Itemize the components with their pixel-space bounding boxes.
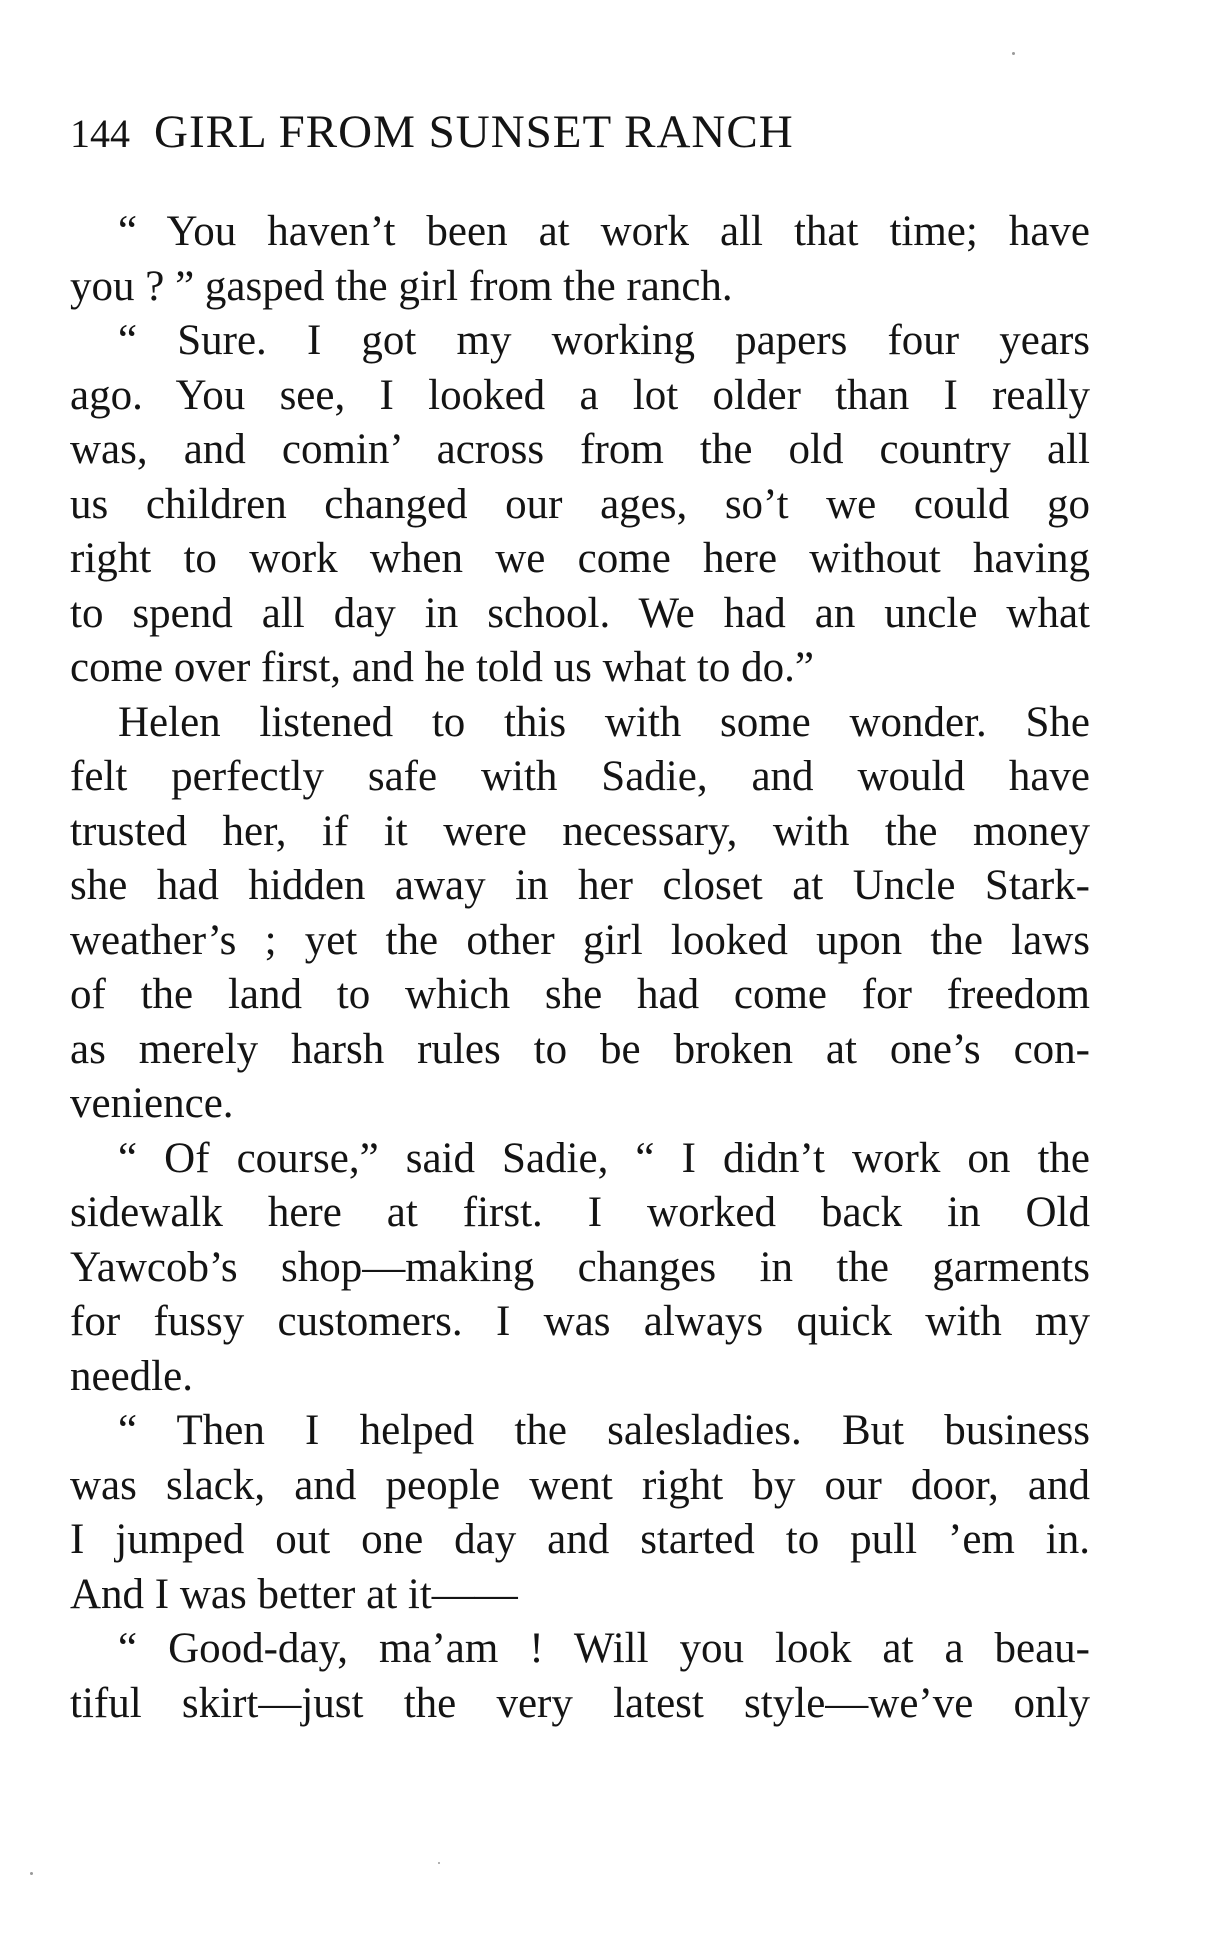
text-line: tiful skirt—just the very latest style—we’ve only bbox=[70, 1679, 1090, 1727]
running-head bbox=[70, 100, 1090, 164]
text-line: you ? ” gasped the girl from the ranch. bbox=[70, 262, 733, 310]
text-line: was slack, and people went right by our door, and bbox=[70, 1461, 1090, 1509]
text-line: ago. You see, I looked a lot older than I really bbox=[70, 371, 1090, 419]
text-line: Helen listened to this with some wonder. She bbox=[118, 698, 1090, 746]
paper-speck bbox=[438, 1862, 440, 1864]
text-line: “ You haven’t been at work all that time; have bbox=[118, 208, 1090, 255]
text-line: felt perfectly safe with Sadie, and would have bbox=[70, 753, 1090, 800]
text-line: was, and comin’ across from the old country all bbox=[70, 426, 1090, 473]
text-line: to spend all day in school. We had an uncle what bbox=[70, 589, 1090, 637]
text-line: sidewalk here at first. I worked back in Old bbox=[70, 1189, 1090, 1236]
page-number: 144 bbox=[70, 111, 130, 156]
text-line: venience. bbox=[70, 1080, 234, 1127]
text-line: “ Then I helped the salesladies. But business bbox=[118, 1407, 1090, 1454]
text-line: I jumped out one day and started to pull ’em in. bbox=[70, 1516, 1090, 1563]
text-line: come over first, and he told us what to do.” bbox=[70, 644, 814, 691]
paper-speck bbox=[30, 1872, 33, 1875]
text-line: “ Good-day, ma’am ! Will you look at a beau- bbox=[118, 1625, 1090, 1672]
text-line: “ Sure. I got my working papers four years bbox=[118, 317, 1090, 364]
text-line: as merely harsh rules to be broken at one’s con- bbox=[70, 1025, 1090, 1073]
running-title: GIRL FROM SUNSET RANCH bbox=[154, 106, 794, 158]
paper-speck bbox=[1012, 52, 1015, 55]
text-line: needle. bbox=[70, 1352, 193, 1400]
text-line: she had hidden away in her closet at Uncle Stark- bbox=[70, 862, 1090, 909]
text-line: of the land to which she had come for freedom bbox=[70, 971, 1090, 1018]
text-line: Yawcob’s shop—making changes in the garments bbox=[70, 1243, 1090, 1291]
text-line: trusted her, if it were necessary, with the money bbox=[70, 807, 1090, 855]
text-line: for fussy customers. I was always quick with my bbox=[70, 1298, 1090, 1345]
text-line: “ Of course,” said Sadie, “ I didn’t work on the bbox=[118, 1134, 1090, 1182]
text-line: us children changed our ages, so’t we could go bbox=[70, 480, 1090, 528]
text-line: And I was better at it—— bbox=[70, 1570, 518, 1618]
body-text bbox=[70, 205, 1090, 1731]
text-line: weather’s ; yet the other girl looked upon the laws bbox=[70, 916, 1090, 964]
text-line: right to work when we come here without having bbox=[70, 535, 1090, 582]
